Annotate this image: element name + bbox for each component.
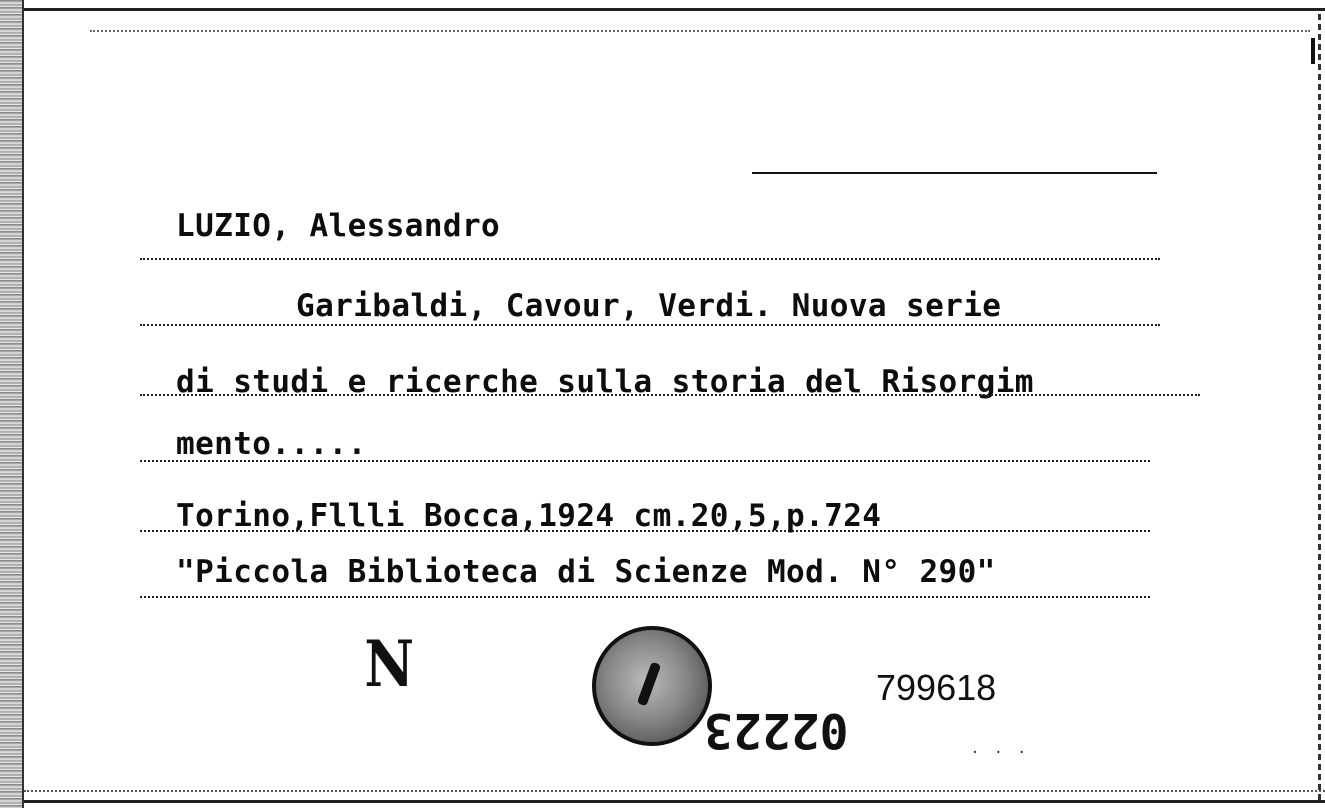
title-line-1: Garibaldi, Cavour, Verdi. Nuova serie [296, 288, 1002, 324]
inverted-stamp-number: 02223 [704, 702, 849, 758]
card-left-border [22, 0, 24, 808]
dotted-rule-6 [140, 596, 1150, 598]
card-top-dotted-rule [90, 30, 1310, 32]
series-line: "Piccola Biblioteca di Scienze Mod. N° 290" [176, 554, 996, 590]
card-top-border [24, 8, 1325, 11]
card-bottom-border [24, 800, 1325, 803]
card-right-border [1318, 14, 1321, 804]
dotted-rule-5 [140, 530, 1150, 532]
card-left-edge [0, 0, 22, 808]
title-line-2: di studi e ricerche sulla storia del Risorgim [176, 364, 1034, 400]
stamp-letter-n: N [364, 627, 415, 702]
title-line-3: mento..... [176, 426, 367, 462]
call-number-rule [752, 172, 1157, 174]
ink-specks: · · · [972, 742, 1031, 763]
dotted-rule-3 [140, 394, 1200, 396]
dotted-rule-2 [140, 324, 1160, 326]
dotted-rule-4 [140, 460, 1150, 462]
card-bottom-dotted-rule [24, 790, 1325, 792]
card-right-mark [1311, 38, 1315, 64]
accession-number: 799618 [876, 667, 997, 708]
dotted-rule-1 [140, 258, 1160, 260]
author-heading: LUZIO, Alessandro [176, 208, 501, 244]
imprint-line: Torino,Fllli Bocca,1924 cm.20,5,p.724 [176, 498, 882, 534]
